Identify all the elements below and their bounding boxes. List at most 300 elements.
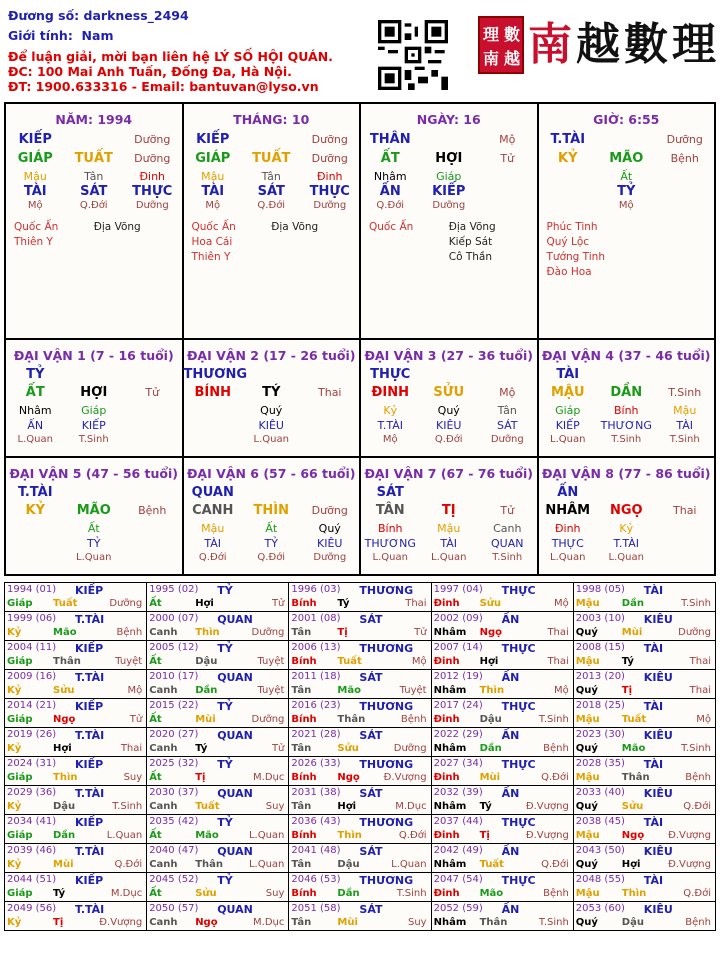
dai-van-stage: T.Sinh <box>668 386 702 399</box>
year-cell <box>574 583 716 612</box>
pillar-branch: TUẤT <box>74 151 113 166</box>
year-cell <box>147 641 289 670</box>
year-stem: Ất <box>149 888 162 899</box>
year-stem: Tân <box>291 743 312 754</box>
hidden-god: THỰC <box>551 537 584 550</box>
year-stem: Mậu <box>575 830 600 841</box>
year-branch: Thìn <box>621 888 647 899</box>
hidden-god <box>184 418 243 433</box>
year-cell <box>289 815 431 844</box>
hidden-stem: Bính <box>613 404 639 417</box>
year-cell <box>574 612 716 641</box>
year-god: QUAN <box>217 671 253 684</box>
pillar-stem: GIÁP <box>195 151 231 166</box>
phone-email-line: ĐT: 1900.633316 - Email: bantuvan@lyso.vn <box>8 79 319 94</box>
year-branch: Tị <box>479 830 490 841</box>
year-cell <box>574 873 716 902</box>
hidden-stage: Mộ <box>382 434 398 445</box>
year-label: 2015 (22) <box>149 700 199 711</box>
year-branch: Mão <box>621 743 646 754</box>
hidden-stage: T.Sinh <box>669 434 700 445</box>
hidden-god: THỰC <box>132 184 173 199</box>
year-cell <box>289 670 431 699</box>
year-stage: Thai <box>405 598 427 609</box>
year-cell <box>289 757 431 786</box>
hidden-stage: L.Quan <box>608 552 644 563</box>
year-stage: Thai <box>547 627 569 638</box>
year-branch: Ngọ <box>195 917 218 928</box>
year-stem: Mậu <box>575 598 600 609</box>
year-stem: Kỷ <box>7 917 22 928</box>
year-god: QUAN <box>217 787 253 800</box>
dai-van-stage: Tử <box>145 386 160 399</box>
spacer <box>65 367 124 382</box>
dai-van-stem: BÍNH <box>194 385 231 400</box>
year-stage: T.Sinh <box>681 743 711 754</box>
dai-van-hstage-row <box>361 551 537 564</box>
dai-van-title: ĐẠI VẬN 6 (57 - 66 tuổi) <box>186 466 356 481</box>
year-branch: Mùi <box>337 917 358 928</box>
year-label: 2008 (15) <box>575 642 625 653</box>
year-branch: Ngọ <box>53 714 76 725</box>
star-item: Cô Thần <box>448 251 493 263</box>
hidden-stem: Nhâm <box>18 404 52 417</box>
year-stage: Dưỡng <box>393 743 427 754</box>
year-label: 2000 (07) <box>149 613 199 624</box>
hidden-stems-row <box>539 169 715 184</box>
address-line: ĐC: 100 Mai Anh Tuấn, Đống Đa, Hà Nội. <box>8 64 292 79</box>
hidden-stem <box>301 403 360 418</box>
year-branch: Mùi <box>53 859 74 870</box>
hidden-god <box>656 536 715 551</box>
year-label: 1999 (06) <box>7 613 57 624</box>
year-stage: Thai <box>120 743 143 754</box>
year-stem: Nhâm <box>433 743 467 754</box>
year-label: 2023 (30) <box>575 729 625 740</box>
year-stem: Tân <box>291 801 312 812</box>
hidden-god <box>478 184 537 199</box>
year-label: 1998 (05) <box>575 584 625 595</box>
year-cell <box>432 815 574 844</box>
hidden-stem <box>184 403 243 418</box>
hidden-god: KIẾP <box>81 419 106 432</box>
year-label: 2032 (39) <box>433 787 483 798</box>
year-stem: Mậu <box>575 656 600 667</box>
hidden-stem: Ất <box>265 522 278 535</box>
year-stage: Đ.Vượng <box>668 830 711 841</box>
year-branch: Ngọ <box>621 830 645 841</box>
hidden-god: TÀI <box>201 184 225 199</box>
year-branch: Tị <box>195 772 206 783</box>
year-stage: Đ.Vượng <box>99 917 143 928</box>
hidden-stage-row <box>184 199 360 212</box>
pillar-god-row <box>539 132 715 147</box>
year-label: 2002 (09) <box>433 613 483 624</box>
hidden-stage: Q.Đới <box>376 200 405 211</box>
year-cell <box>5 757 147 786</box>
year-stage: Đ.Vượng <box>383 772 427 783</box>
spacer <box>65 132 124 147</box>
pillar-cell <box>184 104 362 340</box>
dai-van-cell <box>539 340 717 458</box>
year-stem: Tân <box>291 917 312 928</box>
year-stage: Đ.Vượng <box>668 859 711 870</box>
year-branch: Tị <box>53 917 64 928</box>
hidden-stage: L.Quan <box>372 552 408 563</box>
year-cell <box>574 815 716 844</box>
year-cell <box>289 728 431 757</box>
year-stage: Q.Đới <box>541 859 569 870</box>
year-stage: Bệnh <box>543 743 569 754</box>
year-god: TỶ <box>217 874 233 887</box>
year-god: KIÊU <box>643 671 673 684</box>
dai-van-branch: DẦN <box>610 385 643 400</box>
year-god: T.TÀI <box>75 613 105 626</box>
hidden-stem: Ất <box>620 170 633 183</box>
year-branch: Dậu <box>337 859 360 870</box>
dai-van-hs-row <box>539 403 715 418</box>
pillar-cell <box>539 104 717 340</box>
stars-left <box>369 220 449 265</box>
dai-van-god-row <box>539 485 715 500</box>
year-stem: Quý <box>575 801 598 812</box>
spacer <box>303 367 359 382</box>
hidden-stem: Nhâm <box>373 170 407 183</box>
owner-line: Đương số: darkness_2494 <box>8 8 189 23</box>
hidden-stem: Tân <box>497 404 517 417</box>
year-label: 2052 (59) <box>433 903 483 914</box>
year-cell <box>5 902 147 931</box>
hidden-stage: L.Quan <box>431 552 467 563</box>
star-item: Thiên Y <box>14 236 53 248</box>
dai-van-branch: TÝ <box>262 385 281 400</box>
year-god: SÁT <box>359 729 383 742</box>
year-god: THƯƠNG <box>359 700 414 713</box>
year-label: 2016 (23) <box>291 700 341 711</box>
hidden-god: ẤN <box>27 419 44 432</box>
spacer <box>242 132 301 147</box>
hidden-god: TÀI <box>23 184 47 199</box>
year-god: KIÊU <box>643 787 673 800</box>
year-stem: Giáp <box>7 830 33 841</box>
year-label: 2021 (28) <box>291 729 341 740</box>
year-stem: Giáp <box>7 714 33 725</box>
dai-van-god: TỶ <box>26 367 45 382</box>
year-branch: Thìn <box>337 830 362 841</box>
year-branch: Thân <box>479 917 508 928</box>
dai-van-cell <box>6 458 184 576</box>
year-stem: Quý <box>575 685 598 696</box>
year-god: TỶ <box>217 758 233 771</box>
qr-code-icon[interactable] <box>378 20 448 90</box>
dai-van-god-row <box>361 485 537 500</box>
hidden-god: KIÊU <box>317 537 343 550</box>
spacer <box>247 367 303 382</box>
dai-van-stem: MẬU <box>550 385 585 400</box>
year-branch: Hợi <box>621 859 641 870</box>
spacer <box>65 485 124 500</box>
year-branch: Mão <box>53 627 77 638</box>
year-label: 2005 (12) <box>149 642 199 653</box>
year-stage: Tuyệt <box>257 656 285 667</box>
spacer <box>597 367 656 382</box>
dai-van-hs-row <box>184 521 360 536</box>
hidden-stage: L.Quan <box>253 434 289 445</box>
dai-van-cell <box>361 340 539 458</box>
year-label: 2004 (11) <box>7 642 57 653</box>
year-god: ẤN <box>501 671 520 684</box>
hidden-stem: Mậu <box>201 522 225 535</box>
dai-van-hgod-row <box>539 418 715 433</box>
year-stage: Tử <box>271 743 285 754</box>
pillar-god: KIẾP <box>196 132 230 147</box>
dai-van-god: THƯƠNG <box>183 367 248 382</box>
stars-list <box>184 220 360 265</box>
year-cell <box>432 873 574 902</box>
hidden-stage: Q.Đới <box>198 552 227 563</box>
dai-van-god: SÁT <box>376 485 404 500</box>
hidden-god: THƯƠNG <box>600 419 652 432</box>
header <box>0 0 720 100</box>
annual-luck-table <box>4 582 716 931</box>
dai-van-stage: Thai <box>318 386 342 399</box>
year-label: 2042 (49) <box>433 845 483 856</box>
year-branch: Tị <box>337 627 348 638</box>
year-stem: Bính <box>291 772 317 783</box>
stars-left <box>547 220 627 280</box>
dai-van-stem: KỶ <box>25 503 45 518</box>
year-cell <box>432 583 574 612</box>
year-cell <box>574 728 716 757</box>
hidden-stage: Dưỡng <box>135 200 169 211</box>
pillar-branch: TUẤT <box>252 151 291 166</box>
dai-van-hgod-row <box>361 536 537 551</box>
year-stage: Q.Đới <box>683 888 711 899</box>
year-stem: Nhâm <box>433 859 467 870</box>
pillar-stem-row <box>6 151 182 166</box>
dai-van-branch: NGỌ <box>609 503 643 518</box>
year-stage: Q.Đới <box>398 830 427 841</box>
hidden-stem: Quý <box>318 522 341 535</box>
year-label: 2026 (33) <box>291 758 341 769</box>
pillar-stem: GIÁP <box>17 151 53 166</box>
year-stage: Suy <box>265 888 285 899</box>
year-branch: Tuất <box>621 714 647 725</box>
star-item: Quốc Ấn <box>369 221 414 233</box>
hidden-god: THƯƠNG <box>364 537 416 550</box>
year-label: 2010 (17) <box>149 671 199 682</box>
year-label: 1997 (04) <box>433 584 483 595</box>
year-label: 2036 (43) <box>291 816 341 827</box>
dai-van-stem-row <box>361 503 537 518</box>
year-god: ẤN <box>501 729 520 742</box>
year-stem: Tân <box>291 685 312 696</box>
hidden-stage: L.Quan <box>76 552 112 563</box>
year-branch: Mùi <box>621 627 643 638</box>
year-label: 2003 (10) <box>575 613 625 624</box>
dai-van-cell <box>539 458 717 576</box>
dai-van-grid <box>4 340 716 576</box>
year-label: 1996 (03) <box>291 584 341 595</box>
year-god: TỶ <box>217 642 233 655</box>
dai-van-hs-row <box>6 521 182 536</box>
hidden-stage: L.Quan <box>17 434 53 445</box>
year-cell <box>147 612 289 641</box>
year-stage: L.Quan <box>248 830 285 841</box>
year-stem: Giáp <box>7 888 33 899</box>
hidden-god: TÀI <box>204 537 222 550</box>
year-cell <box>432 786 574 815</box>
pillar-title: GIỜ: 6:55 <box>593 112 660 127</box>
year-stage: Mộ <box>411 656 427 667</box>
year-cell <box>289 902 431 931</box>
year-branch: Sửu <box>53 685 75 696</box>
year-label: 2006 (13) <box>291 642 341 653</box>
year-cell <box>5 641 147 670</box>
year-cell <box>432 641 574 670</box>
dai-van-branch: TỊ <box>441 503 456 518</box>
year-cell <box>147 815 289 844</box>
dai-van-cell <box>361 458 539 576</box>
hidden-god: KIÊU <box>258 419 284 432</box>
year-label: 2040 (47) <box>149 845 199 856</box>
year-branch: Sửu <box>337 743 359 754</box>
year-branch: Mão <box>337 685 361 696</box>
spacer <box>656 367 715 382</box>
year-branch: Thân <box>621 772 650 783</box>
dai-van-branch: HỢI <box>80 385 108 400</box>
year-god: TÀI <box>643 816 664 829</box>
year-branch: Mão <box>479 888 504 899</box>
year-label: 1995 (02) <box>149 584 199 595</box>
year-cell <box>5 728 147 757</box>
year-label: 2049 (56) <box>7 903 57 914</box>
year-cell <box>147 786 289 815</box>
year-god: TÀI <box>643 700 664 713</box>
hidden-god <box>539 184 598 199</box>
dai-van-hs-row <box>184 403 360 418</box>
year-label: 2001 (08) <box>291 613 341 624</box>
dai-van-stem: CANH <box>192 503 234 518</box>
year-god: QUAN <box>217 729 253 742</box>
chart-body <box>4 102 716 931</box>
year-stem: Ất <box>149 830 162 841</box>
year-cell <box>147 699 289 728</box>
year-cell <box>5 815 147 844</box>
hidden-stem <box>656 521 715 536</box>
hidden-stage: Q.Đới <box>79 200 108 211</box>
hidden-stem: Đinh <box>139 170 166 183</box>
year-cell <box>289 583 431 612</box>
year-stem: Tân <box>291 859 312 870</box>
pillar-god-row <box>361 132 537 147</box>
year-god: KIÊU <box>643 845 673 858</box>
year-cell <box>432 844 574 873</box>
year-god: ẤN <box>501 613 520 626</box>
year-cell <box>289 844 431 873</box>
year-stage: Tuyệt <box>257 685 285 696</box>
year-stem: Bính <box>291 888 317 899</box>
hidden-god: T.TÀI <box>377 419 404 432</box>
year-god: QUAN <box>217 903 253 916</box>
hidden-stem: Giáp <box>436 170 462 183</box>
year-stage: Bệnh <box>400 714 427 725</box>
year-cell <box>5 583 147 612</box>
hidden-stem: Quý <box>437 404 460 417</box>
dai-van-hgod-row <box>6 418 182 433</box>
year-label: 2037 (44) <box>433 816 483 827</box>
dai-van-cell <box>6 340 184 458</box>
hidden-stage: Dưỡng <box>432 200 466 211</box>
year-stem: Đinh <box>433 888 460 899</box>
year-cell <box>432 670 574 699</box>
year-label: 2038 (45) <box>575 816 625 827</box>
year-stem: Nhâm <box>433 917 467 928</box>
year-stage: Mộ <box>554 598 569 609</box>
year-branch: Tý <box>621 656 634 667</box>
star-item: Thiên Y <box>191 251 231 263</box>
year-branch: Thân <box>195 859 223 870</box>
year-god: ẤN <box>501 903 520 916</box>
hidden-stem: Đinh <box>554 522 581 535</box>
seal-icon: 理 數 南 越 <box>478 16 524 74</box>
hidden-stage: T.Sinh <box>611 434 642 445</box>
dai-van-god: QUAN <box>191 485 234 500</box>
spacer <box>597 485 656 500</box>
year-label: 2018 (25) <box>575 700 625 711</box>
year-cell <box>5 612 147 641</box>
year-stage: Bệnh <box>685 917 711 928</box>
year-stem: Bính <box>291 598 317 609</box>
year-stem: Canh <box>149 685 178 696</box>
hidden-stage-row <box>6 199 182 212</box>
year-cell <box>574 757 716 786</box>
year-god: THƯƠNG <box>359 642 414 655</box>
hidden-stage: L.Quan <box>550 434 586 445</box>
hidden-stage <box>656 199 715 212</box>
year-stage: Thai <box>689 656 711 667</box>
hidden-stem: Giáp <box>81 404 107 417</box>
hidden-stem: Mậu <box>201 170 225 183</box>
year-cell <box>147 583 289 612</box>
year-stem: Mậu <box>575 714 600 725</box>
year-cell <box>432 699 574 728</box>
year-branch: Ngọ <box>479 627 502 638</box>
year-cell <box>147 873 289 902</box>
year-cell <box>574 844 716 873</box>
year-branch: Sửu <box>479 598 502 609</box>
year-branch: Thân <box>337 714 366 725</box>
hidden-stem: Kỷ <box>619 522 634 535</box>
year-label: 2024 (31) <box>7 758 57 769</box>
dai-van-stem-row <box>6 385 182 400</box>
year-branch: Tị <box>621 685 633 696</box>
year-cell <box>147 757 289 786</box>
year-label: 2035 (42) <box>149 816 199 827</box>
year-stage: Mộ <box>554 685 569 696</box>
year-stage: Q.Đới <box>114 859 143 870</box>
year-cell <box>432 757 574 786</box>
dai-van-god: THỰC <box>370 367 411 382</box>
contact-line: Để luận giải, mời bạn liên hệ LÝ SỐ HỘI QUÁN. <box>8 49 333 64</box>
year-label: 2050 (57) <box>149 903 199 914</box>
dai-van-stem: ẤT <box>25 385 45 400</box>
dai-van-title: ĐẠI VẬN 1 (7 - 16 tuổi) <box>13 348 174 363</box>
year-god: QUAN <box>217 613 253 626</box>
year-cell <box>289 641 431 670</box>
dai-van-stem-row <box>184 503 360 518</box>
year-label: 2029 (36) <box>7 787 57 798</box>
